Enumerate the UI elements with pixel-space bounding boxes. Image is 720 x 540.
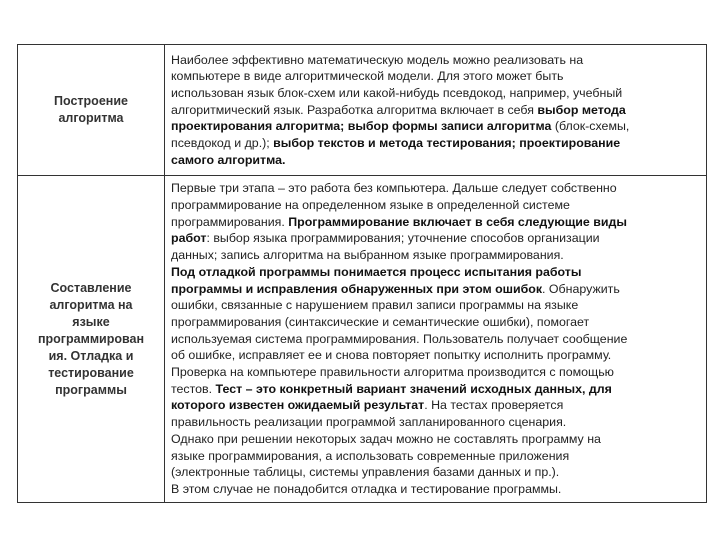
- text-run: (электронные таблицы, системы управления базами данных и пр.).: [171, 465, 560, 480]
- text-run: используемая система программирования. Пользователь получает сообщение: [171, 331, 628, 346]
- text-run: (блок-схемы,: [551, 119, 630, 134]
- text-run: правильность реализации программой запланированного сценария.: [171, 415, 567, 430]
- paragraph-line: [171, 347, 700, 364]
- paragraph-line: [171, 431, 700, 448]
- text-run: тестов.: [171, 381, 216, 396]
- row-label-line: языке: [72, 314, 110, 329]
- bold-text-run: выбор метода: [537, 102, 626, 117]
- paragraph-line: [171, 230, 700, 247]
- row-label-line: программы: [55, 382, 127, 397]
- paragraph-line: [171, 381, 700, 398]
- paragraph-line: [171, 414, 700, 431]
- paragraph-line: [171, 264, 700, 281]
- paragraph-line: [171, 214, 700, 231]
- bold-text-run: самого алгоритма.: [171, 152, 286, 167]
- paragraph-line: [171, 152, 700, 169]
- bold-text-run: Тест – это конкретный вариант значений исходных данных, для: [215, 381, 612, 396]
- paragraph-line: [171, 397, 700, 414]
- paragraph-line: [171, 52, 700, 69]
- bold-text-run: работ: [171, 231, 207, 246]
- table-row: [18, 176, 707, 503]
- paragraph-line: [171, 68, 700, 85]
- row-label-line: Построение: [54, 94, 128, 108]
- text-run: В этом случае не понадобится отладка и тестирование программы.: [171, 481, 562, 496]
- bold-text-run: программы и исправления обнаруженных при этом ошибок: [171, 281, 543, 296]
- text-run: Однако при решении некоторых задач можно не составлять программу на: [171, 431, 601, 446]
- text-run: ошибки, связанные с нарушением правил записи программы на языке: [171, 298, 579, 313]
- text-run: программирования.: [171, 214, 289, 229]
- paragraph-line: [171, 118, 700, 135]
- row-label-cell: [18, 176, 165, 503]
- row-label-cell: [18, 45, 165, 176]
- text-run: Проверка на компьютере правильности алгоритма производится с помощью: [171, 365, 614, 380]
- row-label-line: ия. Отладка и: [48, 348, 134, 363]
- text-run: программирования (синтаксические и семантические ошибки), помогает: [171, 314, 590, 329]
- text-run: Наиболее эффективно математическую модель можно реализовать на: [171, 52, 584, 67]
- row-label-line: алгоритма: [58, 111, 124, 125]
- text-run: . На тестах проверяется: [424, 398, 564, 413]
- bold-text-run: проектирования алгоритма; выбор формы записи алгоритма: [171, 119, 552, 134]
- paragraph-line: [171, 464, 700, 481]
- paragraph-line: [171, 247, 700, 264]
- text-run: . Обнаружить: [542, 281, 620, 296]
- text-run: : выбор языка программирования; уточнение способов организации: [206, 231, 600, 246]
- row-content-cell: [165, 45, 707, 176]
- paragraph-line: [171, 297, 700, 314]
- text-run: об ошибке, исправляет ее и снова повторяет попытку исполнить программу.: [171, 348, 612, 363]
- paragraph-line: [171, 180, 700, 197]
- table-row: [18, 45, 707, 176]
- bold-text-run: Программирование включает в себя следующие виды: [288, 214, 627, 229]
- paragraph-line: [171, 85, 700, 102]
- paragraph-line: [171, 102, 700, 119]
- paragraph-line: [171, 135, 700, 152]
- text-run: данных; запись алгоритма на выбранном языке программирования.: [171, 248, 564, 263]
- bold-text-run: которого известен ожидаемый результат: [171, 398, 425, 413]
- text-run: языке программирования, а использовать современные приложения: [171, 448, 570, 463]
- paragraph-line: [171, 481, 700, 498]
- content-table: [17, 44, 707, 503]
- text-run: Первые три этапа – это работа без компьютера. Дальше следует собственно: [171, 181, 617, 196]
- bold-text-run: выбор текстов и метода тестирования; проектирование: [273, 136, 621, 151]
- paragraph-line: [171, 364, 700, 381]
- text-run: программирование на определенном языке в определенной системе: [171, 198, 570, 213]
- row-label-line: тестирование: [48, 365, 134, 380]
- text-run: компьютере в виде алгоритмической модели. Для этого может быть: [171, 69, 564, 84]
- paragraph-line: [171, 314, 700, 331]
- row-label-line: программирован: [37, 331, 145, 346]
- row-label-line: алгоритма на: [49, 297, 133, 312]
- paragraph-line: [171, 281, 700, 298]
- text-run: использован язык блок-схем или какой-нибудь псевдокод, например, учебный: [171, 85, 623, 100]
- row-content-cell: [165, 176, 707, 503]
- paragraph-line: [171, 331, 700, 348]
- bold-text-run: Под отладкой программы понимается процесс испытания работы: [171, 264, 582, 279]
- text-run: псевдокод и др.);: [171, 136, 274, 151]
- paragraph-line: [171, 448, 700, 465]
- paragraph-line: [171, 197, 700, 214]
- text-run: алгоритмический язык. Разработка алгоритма включает в себя: [171, 102, 538, 117]
- row-label-line: Составление: [50, 280, 132, 295]
